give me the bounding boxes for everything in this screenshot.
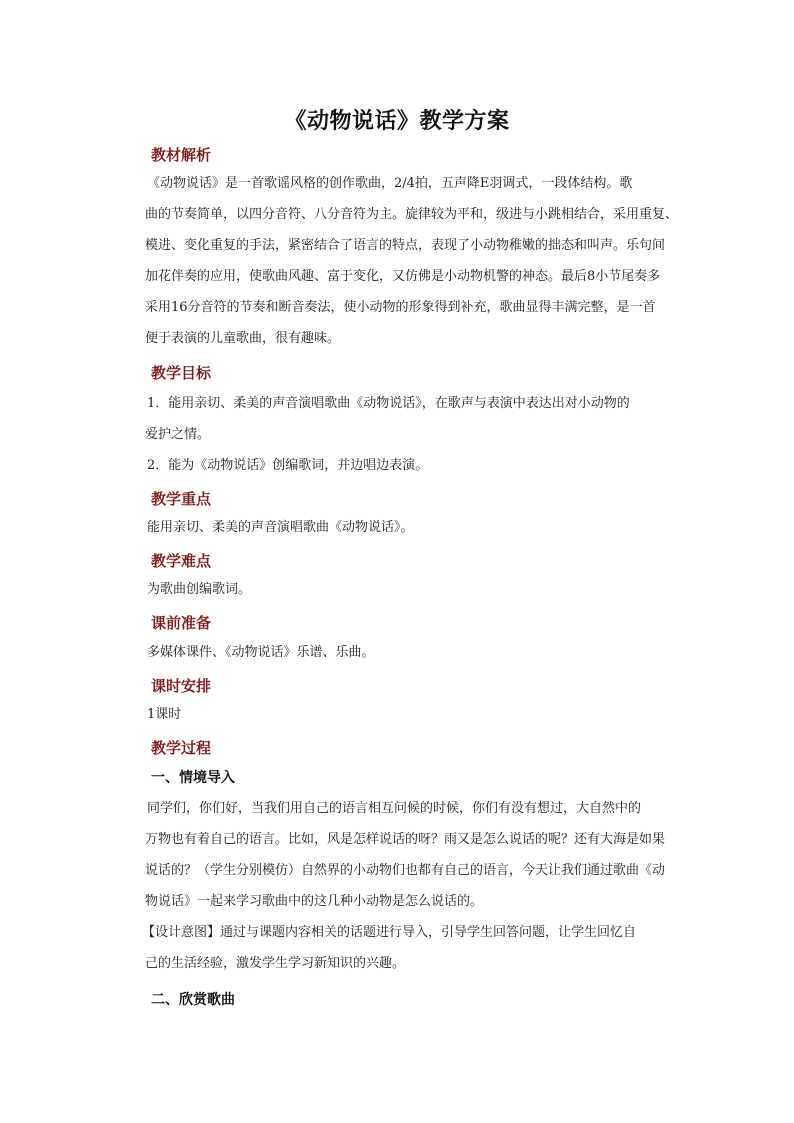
key-points-text: 能用亲切、柔美的声音演唱歌曲《动物说话》。 xyxy=(147,520,414,535)
heading-difficulties: 教学难点 xyxy=(151,552,212,570)
step1-line: 物说话》一起来学习歌曲中的这几种小动物是怎么说话的。 xyxy=(145,894,484,909)
analysis-line: 《动物说话》是一首歌谣风格的创作歌曲，2/4拍，五声降E羽调式，一段体结构。歌 xyxy=(147,176,633,191)
paragraph-analysis xyxy=(147,168,679,354)
paragraph-key-points xyxy=(147,512,679,543)
step1-line: 说话的？（学生分别模仿）自然界的小动物们也都有自己的语言，今天让我们通过歌曲《动 xyxy=(145,863,666,878)
analysis-line: 模进、变化重复的手法，紧密结合了语言的特点，表现了小动物稚嫩的拙态和叫声。乐句间 xyxy=(145,238,666,253)
analysis-line: 曲的节奏简单，以四分音符、八分音符为主。旋律较为平和，级进与小跳相结合，采用重复、 xyxy=(145,207,679,222)
paragraph-preparation xyxy=(147,637,679,668)
paragraph-schedule xyxy=(147,699,679,730)
paragraph-difficulties xyxy=(147,574,679,605)
analysis-line: 便于表演的儿童歌曲，很有趣味。 xyxy=(145,331,341,346)
heading-schedule: 课时安排 xyxy=(151,677,212,695)
step1-line: 同学们，你们好，当我们用自己的语言相互问候的时候，你们有没有想过，大自然中的 xyxy=(147,801,642,816)
paragraph-step1 xyxy=(147,793,679,917)
step1-line: 万物也有着自己的语言。比如，风是怎样说话的呀？雨又是怎么说话的呢？还有大海是如果 xyxy=(145,832,666,847)
schedule-text: 1课时 xyxy=(147,707,182,722)
heading-key-points: 教学重点 xyxy=(151,490,212,508)
heading-process: 教学过程 xyxy=(151,739,212,757)
difficulties-text: 为歌曲创编歌词。 xyxy=(147,582,252,597)
goals-line: 爱护之情。 xyxy=(145,427,211,442)
design-intent-line: 己的生活经验，激发学生学习新知识的兴趣。 xyxy=(145,956,406,971)
heading-goals: 教学目标 xyxy=(151,364,212,382)
analysis-line: 采用16分音符的节奏和断音奏法，使小动物的形象得到补充，歌曲显得丰满完整，是一首 xyxy=(145,300,656,315)
heading-preparation: 课前准备 xyxy=(151,614,212,632)
heading-step2: 二、欣赏歌曲 xyxy=(151,992,235,1008)
analysis-line: 加花伴奏的应用，使歌曲风趣、富于变化，又仿佛是小动物机警的神态。最后8小节尾奏多 xyxy=(145,269,661,284)
paragraph-goals-item2 xyxy=(147,450,679,481)
heading-analysis: 教材解析 xyxy=(151,146,212,164)
goals-line: 1．能用亲切、柔美的声音演唱歌曲《动物说话》，在歌声与表演中表达出对小动物的 xyxy=(147,396,630,411)
preparation-text: 多媒体课件、《动物说话》乐谱、乐曲。 xyxy=(147,645,375,660)
design-intent-line: 【设计意图】通过与课题内容相关的话题进行导入，引导学生回答问题，让学生回忆自 xyxy=(142,925,637,940)
heading-step1: 一、情境导入 xyxy=(151,770,235,786)
page-title: 《动物说话》教学方案 xyxy=(284,108,510,134)
paragraph-step1-design xyxy=(142,917,679,979)
goals-line: 2．能为《动物说话》创编歌词，并边唱边表演。 xyxy=(147,458,429,473)
paragraph-goals-item1 xyxy=(147,388,679,450)
